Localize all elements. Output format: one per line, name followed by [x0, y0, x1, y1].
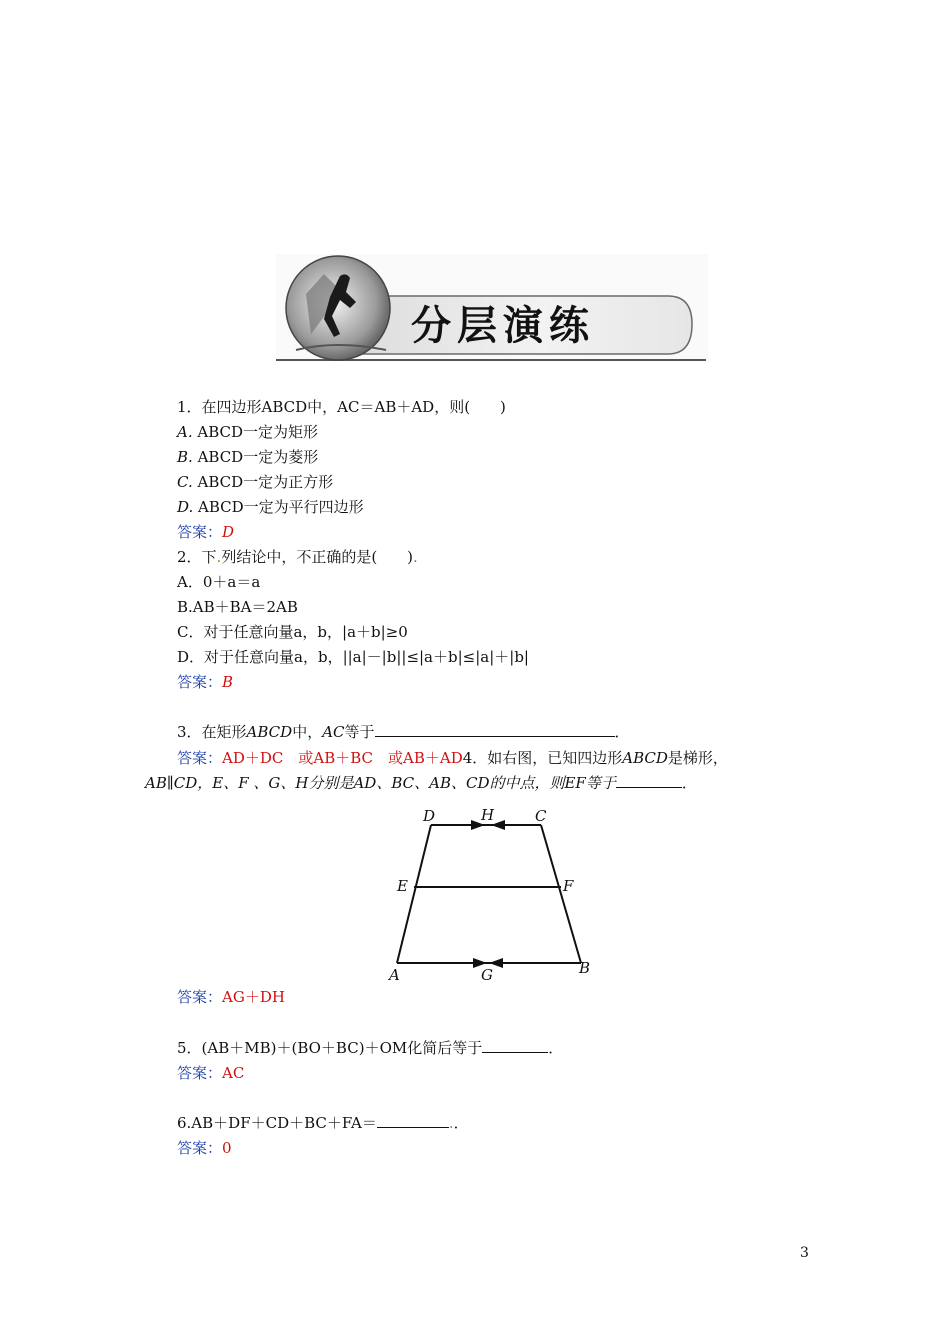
- answer-value: AC: [222, 1064, 245, 1082]
- q5-answer: [177, 1063, 244, 1083]
- trapezoid-figure: [385, 805, 605, 985]
- q2-option-c: C．对于任意向量a，b，|a＋b|≥0: [177, 623, 408, 641]
- q2-option-b: B.AB＋BA＝2AB: [177, 598, 298, 616]
- q3-answer-and-q4-stem: [177, 748, 728, 768]
- q3-stem-part: ABCD: [246, 723, 293, 741]
- option-text: ABCD一定为矩形: [192, 423, 319, 441]
- q6-stem-text: 6.AB＋DF＋CD＋BC＋FA＝: [177, 1114, 377, 1132]
- q2-answer: [177, 672, 233, 692]
- fill-blank: [377, 1113, 449, 1128]
- option-letter: D.: [177, 498, 194, 516]
- answer-label: 答案：: [177, 1139, 223, 1157]
- q1-answer: [177, 522, 234, 542]
- q4-stem-part: ABCD: [622, 749, 668, 767]
- option-letter: A.: [177, 423, 193, 441]
- answer-label: 答案：: [177, 749, 223, 767]
- q5-stem: 5．(AB＋MB)＋(BO＋BC)＋OM化简后等于 ．: [177, 1039, 564, 1057]
- q1-option-b: [177, 447, 318, 467]
- answer-value: D: [222, 523, 235, 541]
- q3-stem: 3．在矩形ABCD中，AC等于 ．: [177, 723, 630, 741]
- q2-option-a: A．0＋a＝a: [177, 573, 261, 591]
- q5-stem-text: 5．(AB＋MB)＋(BO＋BC)＋OM化简后等于: [177, 1039, 483, 1057]
- green-dot-mark: .: [216, 548, 222, 566]
- q4-stem-part: 是梯形，: [667, 749, 728, 767]
- green-dot-mark: .: [448, 1114, 454, 1132]
- q4-stem-line2: AB∥CD，E、F 、G、H分别是AD、BC、AB、CD的中点，则EF等于 ．: [145, 774, 697, 792]
- answer-label: 答案：: [177, 523, 223, 541]
- point-label-h: H: [481, 806, 495, 824]
- segment-cb: [541, 825, 581, 963]
- point-label-a: A: [389, 966, 400, 984]
- point-label-f: F: [563, 877, 574, 895]
- fill-blank: [375, 722, 615, 737]
- green-dot-mark: .: [413, 548, 418, 566]
- option-letter: B.: [177, 448, 193, 466]
- point-label-b: B: [579, 959, 591, 977]
- banner-title: 分层演练: [411, 303, 595, 349]
- answer-value: B: [222, 673, 234, 691]
- point-label-g: G: [481, 966, 493, 984]
- answer-label: 答案：: [177, 1064, 223, 1082]
- section-banner: [276, 254, 708, 366]
- q1-stem: 1．在四边形ABCD中，AC＝AB＋AD，则( ): [177, 398, 506, 416]
- point-label-e: E: [397, 877, 408, 895]
- option-text: ABCD一定为正方形: [192, 473, 334, 491]
- q6-stem: 6.AB＋DF＋CD＋BC＋FA＝ .．: [177, 1114, 469, 1132]
- q3-stem-part: 3．在矩形: [177, 723, 247, 741]
- q3-stem-part: 中，: [292, 723, 323, 741]
- option-text: ABCD一定为菱形: [192, 448, 319, 466]
- q2-option-d: D．对于任意向量a，b，||a|－|b||≤|a＋b|≤|a|＋|b|: [177, 648, 529, 666]
- q4-answer: [177, 987, 285, 1007]
- q3-stem-part: 等于: [344, 723, 375, 741]
- answer-value: AD＋DC 或AB＋BC 或AB＋AD: [222, 749, 463, 767]
- q3-stem-part: AC: [322, 723, 345, 741]
- page-number: 3: [800, 1245, 809, 1261]
- fill-blank: [482, 1038, 548, 1053]
- q1-option-a: [177, 422, 318, 442]
- q1-option-c: [177, 472, 333, 492]
- answer-value: AG＋DH: [222, 988, 285, 1006]
- answer-label: 答案：: [177, 673, 223, 691]
- q4-stem-part: 4．如右图，已知四边形: [462, 749, 623, 767]
- option-text: ABCD一定为平行四边形: [193, 498, 364, 516]
- q6-answer: [177, 1138, 232, 1158]
- fill-blank: [616, 773, 682, 788]
- answer-label: 答案：: [177, 988, 223, 1006]
- q4-stem-part: AB∥CD，E、F 、G、H分别是AD、BC、AB、CD的中点，则EF等于: [145, 774, 616, 792]
- answer-value: 0: [222, 1139, 232, 1157]
- q1-option-d: [177, 497, 364, 517]
- point-label-c: C: [535, 807, 547, 825]
- option-letter: C.: [177, 473, 193, 491]
- q2-stem: [177, 547, 418, 567]
- q2-stem-part: 列结论中，不正确的是( ): [221, 548, 414, 566]
- q2-stem-part: 2．下: [177, 548, 217, 566]
- point-label-d: D: [423, 807, 436, 825]
